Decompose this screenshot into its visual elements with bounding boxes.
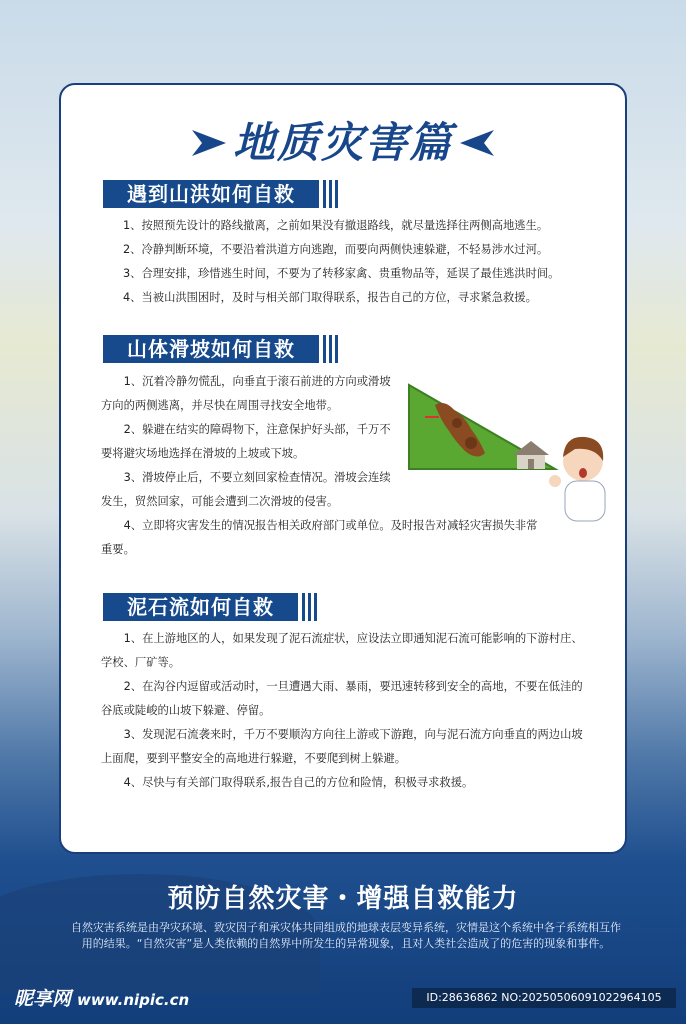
watermark-logo: 昵享网 www.nipic.cn [14,988,190,1010]
section-heading-flood: 遇到山洪如何自救 [103,180,338,208]
page-title-wrap [61,117,625,177]
list-item: 1、按照预先设计的路线撤离，之前如果没有撤退路线，就尽量选择往两侧高地逃生。 [123,219,549,232]
footer-description: 自然灾害系统是由孕灾环境、致灾因子和承灾体共同组成的地球表层变异系统，灾情是这个系统中各子系统相互作用的结果。“自然灾害”是人类依赖的自然界中所发生的异常现象，且对人类社会造成了的危害的现象和事件。 [71,921,621,950]
arrow-left-icon [458,128,496,158]
section-heading-landslide: 山体滑坡如何自救 [103,335,338,363]
landslide-illustration [405,377,615,527]
list-item: 2、冷静判断环境，不要沿着洪道方向逃跑，而要向两侧快速躲避，不轻易涉水过河。 [123,243,549,256]
list-item: 1、沉着冷静勿慌乱，向垂直于滚石前进的方向或滑坡方向的两侧逃离，并尽快在周围寻找安全地带。 [101,375,391,412]
list-item: 4、尽快与有关部门取得联系,报告自己的方位和险情，积极寻求救援。 [123,776,474,789]
section-heading-debris-flow: 泥石流如何自救 [103,593,317,621]
list-item: 4、立即将灾害发生的情况报告相关政府部门或单位。及时报告对减轻灾害损失非常重要。 [101,519,538,556]
section-flood-text [123,214,593,310]
footer-slogan: 预防自然灾害・增强自救能力 [167,884,519,914]
watermark-id: ID:28636862 NO:20250506091022964105 [412,988,676,1008]
list-item: 3、发现泥石流袭来时，千万不要顺沟方向往上游或下游跑，向与泥石流方向垂直的两边山坡上面爬，要到平整安全的高地进行躲避，不要爬到树上躲避。 [101,728,583,765]
page-title: 地质灾害篇 [232,118,453,167]
list-item: 4、当被山洪围困时，及时与相关部门取得联系，报告自己的方位，寻求紧急救援。 [123,291,537,304]
content-card [59,83,627,854]
arrow-right-icon [190,128,228,158]
list-item: 3、滑坡停止后，不要立刻回家检查情况。滑坡会连续发生，贸然回家，可能会遭到二次滑坡的侵害。 [101,471,391,508]
list-item: 2、躲避在结实的障碍物下，注意保护好头部，千万不要将避灾场地选择在滑坡的上坡或下坡。 [101,423,391,460]
section-debris-flow-text [101,627,591,795]
list-item: 3、合理安排，珍惜逃生时间，不要为了转移家禽、贵重物品等，延误了最佳逃洪时间。 [123,267,560,280]
section-landslide-text [101,370,401,514]
list-item: 1、在上游地区的人，如果发现了泥石流症状，应设法立即通知泥石流可能影响的下游村庄、学校、厂矿等。 [101,632,583,669]
list-item: 2、在沟谷内逗留或活动时，一旦遭遇大雨、暴雨，要迅速转移到安全的高地，不要在低洼的谷底或陡峻的山坡下躲避、停留。 [101,680,583,717]
